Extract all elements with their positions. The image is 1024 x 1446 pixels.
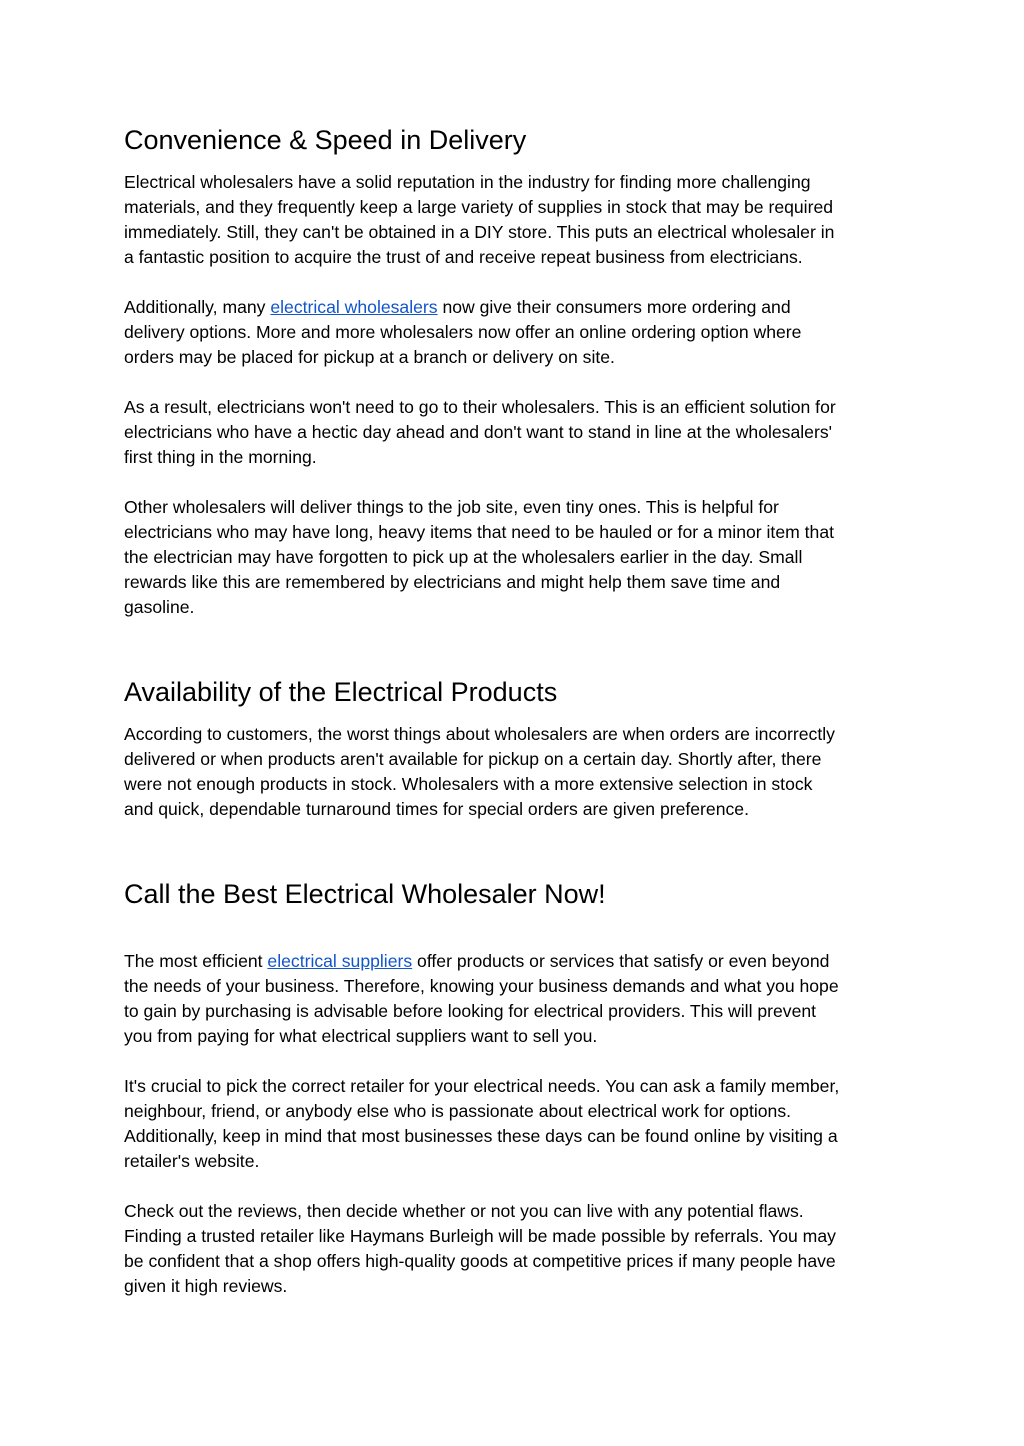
- text-line: It's crucial to pick the correct retailer for your electrical needs. You can ask a family member,: [124, 1076, 840, 1096]
- text-line: materials, and they frequently keep a large variety of supplies in stock that may be required: [124, 197, 834, 217]
- text-line: the electrician may have forgotten to pick up at the wholesalers earlier in the day. Small: [124, 547, 803, 567]
- section-heading-availability: Availability of the Electrical Products: [124, 677, 558, 707]
- paragraph-reviews: [124, 1199, 904, 1299]
- text-line: you from paying for what electrical suppliers want to sell you.: [124, 1026, 598, 1046]
- text-line: given it high reviews.: [124, 1276, 288, 1296]
- text-line: electricians who have a hectic day ahead and don't want to stand in line at the wholesalers': [124, 422, 832, 442]
- text-line: As a result, electricians won't need to go to their wholesalers. This is an efficient solution for: [124, 397, 836, 417]
- text-line: orders may be placed for pickup at a branch or delivery on site.: [124, 347, 615, 367]
- text-segment: now give their consumers more ordering and: [437, 297, 791, 317]
- text-line: [124, 949, 904, 974]
- text-line: be confident that a shop offers high-quality goods at competitive prices if many people have: [124, 1251, 836, 1271]
- text-line: Finding a trusted retailer like Haymans Burleigh will be made possible by referrals. You may: [124, 1226, 836, 1246]
- text-segment: The most efficient: [124, 951, 268, 971]
- text-line: retailer's website.: [124, 1151, 260, 1171]
- paragraph-ordering-options: [124, 295, 904, 370]
- electrical-wholesalers-link[interactable]: electrical wholesalers: [270, 297, 438, 317]
- text-line: delivered or when products aren't available for pickup on a certain day. Shortly after, there: [124, 749, 822, 769]
- text-line: a fantastic position to acquire the trust of and receive repeat business from electricians.: [124, 247, 803, 267]
- text-line: Additionally, keep in mind that most businesses these days can be found online by visiting a: [124, 1126, 838, 1146]
- paragraph-efficient-suppliers: [124, 949, 904, 1049]
- text-line: and quick, dependable turnaround times for special orders are given preference.: [124, 799, 749, 819]
- text-line: rewards like this are remembered by electricians and might help them save time and: [124, 572, 781, 592]
- text-line: Electrical wholesalers have a solid reputation in the industry for finding more challenging: [124, 172, 811, 192]
- text-line: neighbour, friend, or anybody else who is passionate about electrical work for options.: [124, 1101, 791, 1121]
- text-line: delivery options. More and more wholesalers now offer an online ordering option where: [124, 322, 802, 342]
- text-line: were not enough products in stock. Wholesalers with a more extensive selection in stock: [124, 774, 813, 794]
- paragraph-job-site-delivery: [124, 495, 904, 620]
- text-line: According to customers, the worst things about wholesalers are when orders are incorrectly: [124, 724, 835, 744]
- electrical-suppliers-link[interactable]: electrical suppliers: [267, 951, 413, 971]
- text-line: the needs of your business. Therefore, knowing your business demands and what you hope: [124, 976, 839, 996]
- text-line: to gain by purchasing is advisable before looking for electrical providers. This will prevent: [124, 1001, 817, 1021]
- section-heading-delivery: Convenience & Speed in Delivery: [124, 125, 527, 155]
- text-line: immediately. Still, they can't be obtained in a DIY store. This puts an electrical wholesaler in: [124, 222, 835, 242]
- text-line: [124, 295, 904, 320]
- text-line: first thing in the morning.: [124, 447, 317, 467]
- paragraph-customer-complaints: [124, 722, 904, 822]
- text-line: Other wholesalers will deliver things to the job site, even tiny ones. This is helpful for: [124, 497, 779, 517]
- paragraph-result: [124, 395, 904, 470]
- text-line: Check out the reviews, then decide whether or not you can live with any potential flaws.: [124, 1201, 804, 1221]
- section-heading-call-wholesaler: Call the Best Electrical Wholesaler Now!: [124, 879, 606, 909]
- paragraph-pick-retailer: [124, 1074, 904, 1174]
- text-line: gasoline.: [124, 597, 195, 617]
- text-line: electricians who may have long, heavy items that need to be hauled or for a minor item that: [124, 522, 834, 542]
- text-segment: offer products or services that satisfy or even beyond: [412, 951, 830, 971]
- text-segment: Additionally, many: [124, 297, 271, 317]
- paragraph-reputation: [124, 170, 904, 270]
